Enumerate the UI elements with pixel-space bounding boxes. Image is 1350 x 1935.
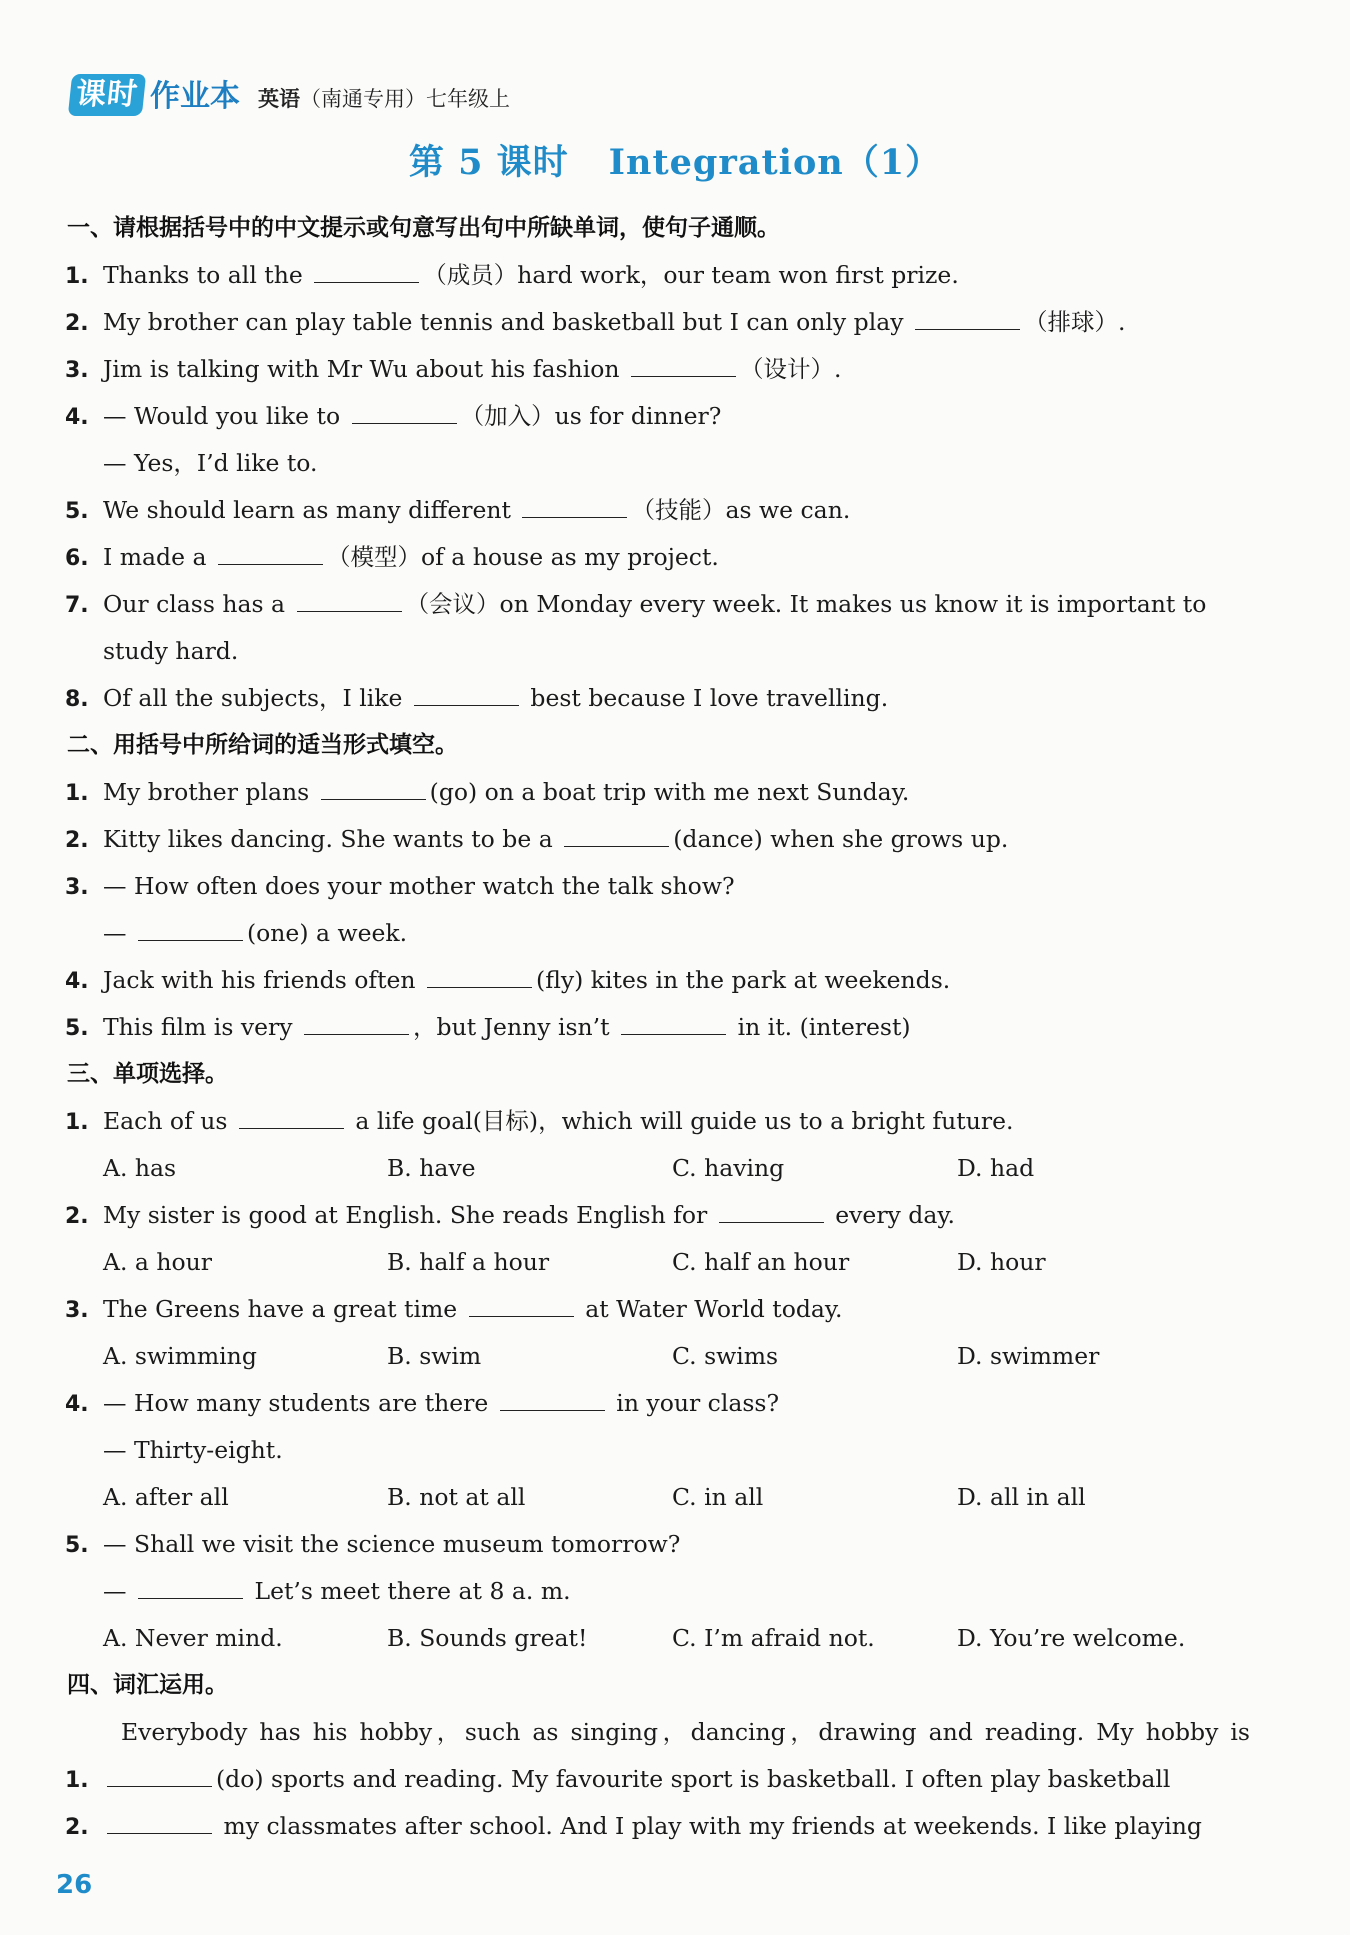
- answer-blank[interactable]: [469, 1296, 574, 1317]
- reply-line: — Yes，I’d like to.: [103, 449, 318, 477]
- option-a[interactable]: A. after all: [103, 1483, 229, 1511]
- option-row: [65, 1615, 1250, 1662]
- question-line: 5. We should learn as many different （技能）as we can.: [65, 496, 851, 524]
- question-line: 4. — Would you like to （加入）us for dinner?: [65, 402, 722, 430]
- question-line: 4. — How many students are there in your class?: [65, 1389, 780, 1417]
- question-line: 1. Each of us a life goal(目标)，which will guide us to a bright future.: [65, 1107, 1014, 1135]
- question-line: 8. Of all the subjects，I like best because I love travelling.: [65, 684, 889, 712]
- book-name: 作业本: [150, 79, 240, 114]
- option-row: [65, 1239, 1250, 1286]
- option-c[interactable]: C. I’m afraid not.: [672, 1624, 875, 1652]
- answer-blank[interactable]: [107, 1813, 212, 1834]
- answer-blank[interactable]: [314, 262, 419, 283]
- option-b[interactable]: B. swim: [387, 1342, 482, 1370]
- question-line: 4. Jack with his friends often (fly) kites in the park at weekends.: [65, 966, 951, 994]
- answer-blank[interactable]: [414, 685, 519, 706]
- answer-blank[interactable]: [218, 544, 323, 565]
- section-title: 一、请根据括号中的中文提示或句意写出句中所缺单词，使句子通顺。: [67, 215, 780, 241]
- reply-line: — Thirty-eight.: [103, 1436, 283, 1464]
- option-d[interactable]: D. hour: [957, 1248, 1046, 1276]
- question-line: 3. Jim is talking with Mr Wu about his fashion （设计）.: [65, 355, 842, 383]
- answer-blank[interactable]: [915, 309, 1020, 330]
- reply-line: — Let’s meet there at 8 a. m.: [103, 1577, 571, 1605]
- option-d[interactable]: D. You’re welcome.: [957, 1624, 1186, 1652]
- option-row: [65, 1474, 1250, 1521]
- question-line: 3. — How often does your mother watch the talk show?: [65, 872, 735, 900]
- answer-blank[interactable]: [304, 1014, 409, 1035]
- option-d[interactable]: D. swimmer: [957, 1342, 1100, 1370]
- option-row: [65, 1333, 1250, 1380]
- option-c[interactable]: C. in all: [672, 1483, 764, 1511]
- reply-line: — (one) a week.: [103, 919, 408, 947]
- answer-blank[interactable]: [522, 497, 627, 518]
- option-b[interactable]: B. have: [387, 1154, 476, 1182]
- option-b[interactable]: B. not at all: [387, 1483, 526, 1511]
- answer-blank[interactable]: [719, 1202, 824, 1223]
- option-c[interactable]: C. having: [672, 1154, 785, 1182]
- option-row: [65, 1145, 1250, 1192]
- section-title: 二、用括号中所给词的适当形式填空。: [67, 732, 458, 758]
- option-c[interactable]: C. swims: [672, 1342, 779, 1370]
- option-d[interactable]: D. had: [957, 1154, 1035, 1182]
- answer-blank[interactable]: [500, 1390, 605, 1411]
- answer-blank[interactable]: [564, 826, 669, 847]
- option-a[interactable]: A. swimming: [103, 1342, 257, 1370]
- question-line: 2. My brother can play table tennis and basketball but I can only play （排球）.: [65, 308, 1126, 336]
- passage-line: 1. (do) sports and reading. My favourite sport is basketball. I often play basketball: [65, 1765, 1171, 1793]
- section-title: 三、单项选择。: [67, 1061, 228, 1087]
- question-line: 7. Our class has a （会议）on Monday every week. It makes us know it is important to: [65, 590, 1207, 618]
- answer-blank[interactable]: [321, 779, 426, 800]
- passage-line: Everybody has his hobby，such as singing，dancing，drawing and reading. My hobby is: [121, 1718, 1250, 1746]
- answer-blank[interactable]: [107, 1766, 212, 1787]
- book-logo: 课时: [68, 74, 146, 116]
- option-b[interactable]: B. Sounds great!: [387, 1624, 588, 1652]
- option-c[interactable]: C. half an hour: [672, 1248, 850, 1276]
- answer-blank[interactable]: [621, 1014, 726, 1035]
- answer-blank[interactable]: [138, 1578, 243, 1599]
- answer-blank[interactable]: [138, 920, 243, 941]
- question-line: 5. — Shall we visit the science museum tomorrow?: [65, 1530, 681, 1558]
- option-d[interactable]: D. all in all: [957, 1483, 1086, 1511]
- option-b[interactable]: B. half a hour: [387, 1248, 550, 1276]
- answer-blank[interactable]: [427, 967, 532, 988]
- book-header: [70, 70, 510, 116]
- exercise-content: [65, 205, 1250, 1850]
- subject-label: 英语（南通专用）七年级上: [258, 87, 510, 111]
- question-line: 1. Thanks to all the （成员）hard work，our team won first prize.: [65, 261, 959, 289]
- question-line: 1. My brother plans (go) on a boat trip with me next Sunday.: [65, 778, 910, 806]
- answer-blank[interactable]: [297, 591, 402, 612]
- question-line: 2. My sister is good at English. She reads English for every day.: [65, 1201, 955, 1229]
- answer-blank[interactable]: [352, 403, 457, 424]
- option-a[interactable]: A. has: [103, 1154, 177, 1182]
- answer-blank[interactable]: [239, 1108, 344, 1129]
- question-line: 6. I made a （模型）of a house as my project.: [65, 543, 719, 571]
- question-line: 2. Kitty likes dancing. She wants to be a (dance) when she grows up.: [65, 825, 1009, 853]
- lesson-number: 第 5 课时: [408, 142, 569, 183]
- passage-line: 2. my classmates after school. And I play with my friends at weekends. I like playing: [65, 1812, 1202, 1840]
- continuation-line: study hard.: [103, 637, 239, 665]
- question-line: 3. The Greens have a great time at Water World today.: [65, 1295, 843, 1323]
- lesson-title: [0, 135, 1350, 185]
- option-a[interactable]: A. a hour: [103, 1248, 213, 1276]
- lesson-name: Integration（1）: [608, 142, 942, 183]
- option-a[interactable]: A. Never mind.: [103, 1624, 283, 1652]
- page-number: 26: [56, 1870, 93, 1900]
- question-line: 5. This film is very ，but Jenny isn’t in it. (interest): [65, 1013, 911, 1041]
- answer-blank[interactable]: [631, 356, 736, 377]
- section-title: 四、词汇运用。: [67, 1672, 228, 1698]
